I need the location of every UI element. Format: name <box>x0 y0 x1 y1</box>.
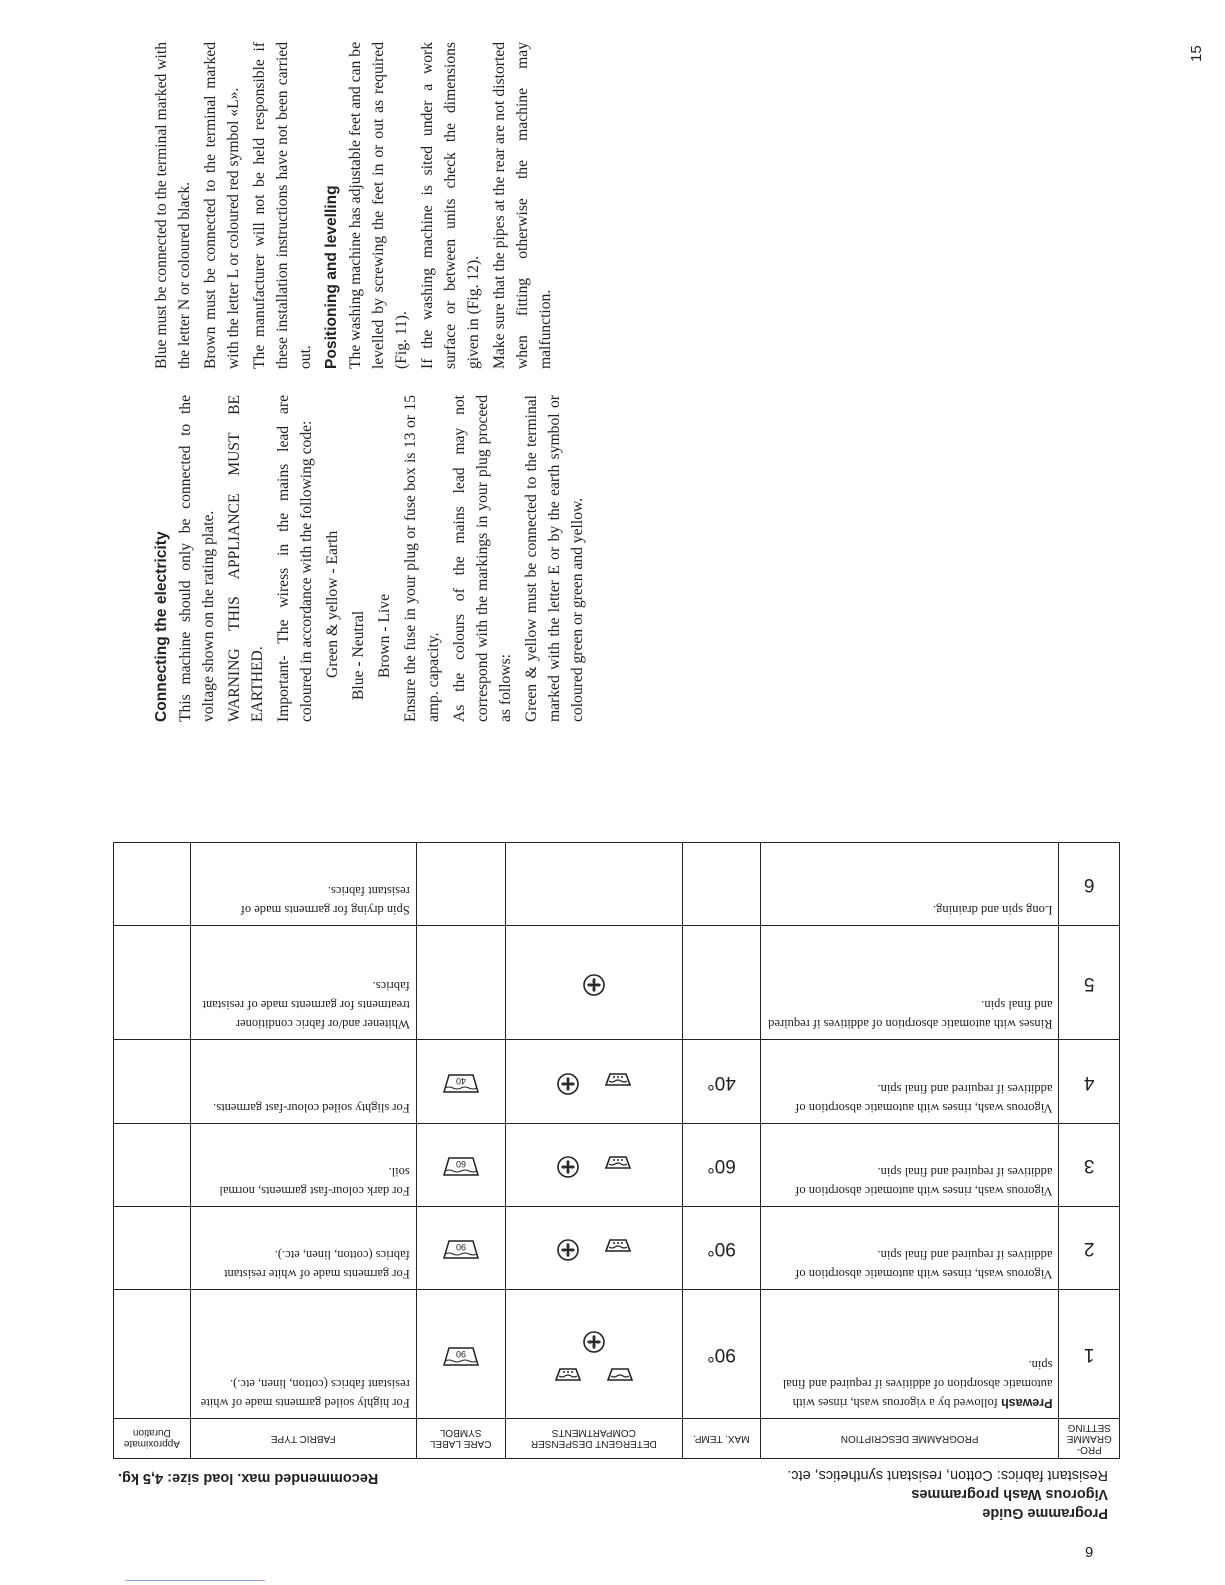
care-label-cell <box>416 926 505 1040</box>
title: Programme Guide <box>982 1505 1108 1521</box>
fabric-type: For dark colour-fast garments, normal soil. <box>190 1123 416 1206</box>
care-label-cell <box>416 1040 505 1123</box>
table-row <box>114 1206 1120 1289</box>
programme-description: Rinses with automatic absorption of additives if required and final spin. <box>760 926 1059 1040</box>
programme-guide <box>103 822 1123 1522</box>
softener-compartment-icon <box>556 1150 580 1179</box>
divider <box>125 1580 265 1581</box>
paragraph: Green & yellow must be connected to the terminal marked with the letter E or by the earth symbol or coloured green or green and yellow. <box>523 395 586 722</box>
duration-cell <box>114 1123 191 1206</box>
paragraph: This machine should only be connected to the voltage shown on the rating plate. <box>177 395 217 722</box>
col-header-care-label: CARE LABEL SYMBOL <box>416 1419 505 1459</box>
care-label-cell <box>416 843 505 926</box>
softener-compartment-icon <box>556 1234 580 1263</box>
max-temp: 60° <box>683 1123 761 1206</box>
dispenser-cell <box>505 1206 683 1289</box>
col-header-duration: Approximate Duration <box>114 1419 191 1459</box>
wash-compartment-icon <box>604 1234 632 1255</box>
wash-tub-icon <box>442 1073 480 1095</box>
text-column-2 <box>150 42 590 369</box>
table-row <box>114 843 1120 926</box>
svg-text:60: 60 <box>455 1159 466 1170</box>
col-header-dispenser: DETERGENT DESPENSER COMPARTMENTS <box>505 1419 683 1459</box>
dispenser-cell <box>505 1040 683 1123</box>
svg-text:90: 90 <box>455 1348 466 1359</box>
programme-number: 1 <box>1059 1290 1120 1419</box>
code-line: Blue - Neutral <box>350 610 367 700</box>
svg-text:40: 40 <box>455 1076 466 1087</box>
duration-cell <box>114 926 191 1040</box>
fabric-type: For garments made of white resistant fabrics (cotton, linen, etc.). <box>190 1206 416 1289</box>
wash-tub-icon <box>442 1346 480 1368</box>
duration-cell <box>114 843 191 926</box>
wash-tub-icon <box>442 1240 480 1262</box>
programme-number: 2 <box>1059 1206 1120 1289</box>
programme-guide-header <box>103 1462 1123 1522</box>
fabrics-note: Resistant fabrics: Cotton, resistant synthetics, etc. <box>787 1467 1108 1483</box>
paragraph: The washing machine has adjustable feet and can be levelled by screwing the feet in or out as required (Fig. 11). <box>347 42 410 369</box>
table-row <box>114 1040 1120 1123</box>
paragraph: Ensure the fuse in your plug or fuse box is 13 or 15 amp. capacity. <box>402 395 442 722</box>
table-row <box>114 1123 1120 1206</box>
wash-tub-icon <box>442 1156 480 1178</box>
paragraph: The manufacturer will not be held responsible if these installation instructions have not been carried out. <box>251 42 314 369</box>
programme-description: Vigorous wash, rinses with automatic absorption of additives if required and final spin. <box>760 1123 1059 1206</box>
programme-description: Long spin and draining. <box>760 843 1059 926</box>
fabric-type: Spin drying for garments made of resistant fabrics. <box>190 843 416 926</box>
table-row <box>114 1290 1120 1419</box>
col-header-fabric: FABRIC TYPE <box>190 1419 416 1459</box>
duration-cell <box>114 1290 191 1419</box>
programme-table <box>113 842 1120 1459</box>
programme-description: Vigorous wash, rinses with automatic absorption of additives if required and final spin. <box>760 1040 1059 1123</box>
programme-number: 3 <box>1059 1123 1120 1206</box>
paragraph: As the colours of the mains lead may not correspond with the markings in your plug proceed as follows: <box>451 395 514 722</box>
svg-text:90: 90 <box>455 1242 466 1253</box>
fabric-type: For highly soiled garments made of white resistant fabrics (cotton, linen, etc.). <box>190 1290 416 1419</box>
heading-positioning-levelling: Positioning and levelling <box>323 185 340 369</box>
heading-connecting-electricity: Connecting the electricity <box>153 531 170 722</box>
prewash-compartment-icon <box>606 1362 634 1383</box>
programme-description: Prewash followed by a vigorous wash, rinses with automatic absorption of additives if required and final spin. <box>760 1290 1059 1419</box>
paragraph: Make sure that the pipes at the rear are not distorted when fitting otherwise the machine may malfunction. <box>491 42 554 369</box>
programme-number: 4 <box>1059 1040 1120 1123</box>
paragraph: If the washing machine is sited under a work surface or between units check the dimensions given in (Fig. 12). <box>419 42 482 369</box>
duration-cell <box>114 1040 191 1123</box>
paragraph: Brown must be connected to the terminal marked with the letter L or coloured red symbol «L». <box>202 42 242 369</box>
care-label-cell <box>416 1206 505 1289</box>
dispenser-cell <box>505 1290 683 1419</box>
max-temp <box>683 843 761 926</box>
softener-compartment-icon <box>582 1325 606 1354</box>
softener-compartment-icon <box>582 968 606 997</box>
programme-number: 6 <box>1059 843 1120 926</box>
col-header-description: PROGRAMME DESCRIPTION <box>760 1419 1059 1459</box>
duration-cell <box>114 1206 191 1289</box>
right-page-text <box>150 42 590 722</box>
fabric-type: Whitener and/or fabric conditioner treatments for garments made of resistant fabrics. <box>190 926 416 1040</box>
page-number: 6 <box>1085 1543 1094 1560</box>
code-line: Brown - Live <box>376 593 393 678</box>
text-column-1 <box>150 395 590 722</box>
dispenser-cell <box>505 843 683 926</box>
softener-compartment-icon <box>556 1067 580 1096</box>
programme-description: Vigorous wash, rinses with automatic absorption of additives if required and final spin. <box>760 1206 1059 1289</box>
programme-number: 5 <box>1059 926 1120 1040</box>
care-label-cell <box>416 1123 505 1206</box>
warning-paragraph: WARNING THIS APPLIANCE MUST BE EARTHED. <box>226 395 266 722</box>
prewash-label: Prewash <box>1001 1396 1053 1410</box>
table-row <box>114 926 1120 1040</box>
table-header-row <box>114 1419 1120 1459</box>
col-header-temp: MAX. TEMP. <box>683 1419 761 1459</box>
max-temp: 90° <box>683 1290 761 1419</box>
dispenser-cell <box>505 1123 683 1206</box>
care-label-cell <box>416 1290 505 1419</box>
page-number: 15 <box>1188 45 1205 62</box>
wash-compartment-icon <box>604 1150 632 1171</box>
col-header-programme: PRO- GRAMME SETTING <box>1059 1419 1120 1459</box>
max-temp <box>683 926 761 1040</box>
max-temp: 90° <box>683 1206 761 1289</box>
max-temp: 40° <box>683 1040 761 1123</box>
wash-compartment-icon <box>604 1067 632 1088</box>
paragraph: Important- The wiress in the mains lead are coloured in accordance with the following code: <box>275 395 315 722</box>
paragraph: Blue must be connected to the terminal marked with the letter N or coloured black. <box>153 42 193 369</box>
fabric-type: For slighty soiled colour-fast garments. <box>190 1040 416 1123</box>
code-line: Green & yellow - Earth <box>324 530 341 678</box>
wash-compartment-icon <box>554 1362 582 1383</box>
load-note: Recommended max. load size: 4,5 kg. <box>118 1470 379 1486</box>
subtitle: Vigorous Wash programmes <box>911 1486 1108 1502</box>
dispenser-cell <box>505 926 683 1040</box>
